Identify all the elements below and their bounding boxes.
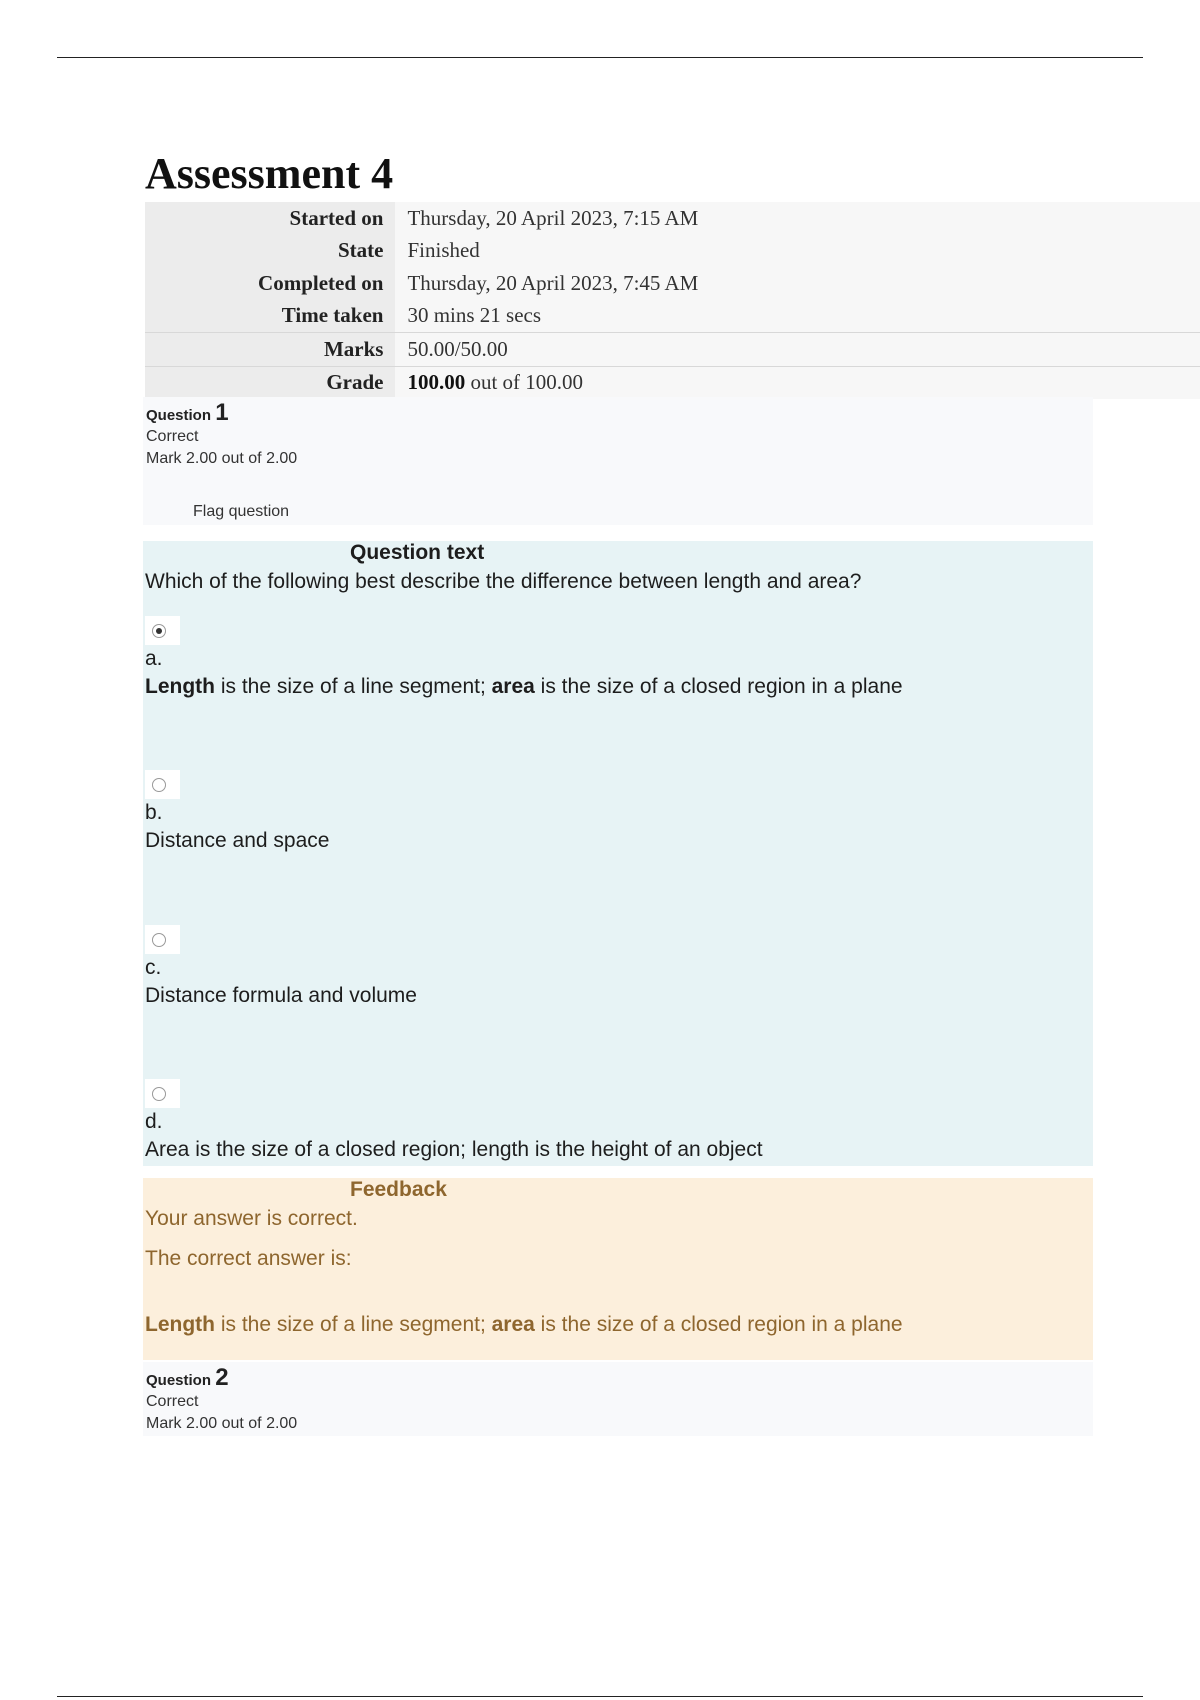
summary-label: Completed on	[145, 267, 395, 300]
summary-label: Marks	[145, 333, 395, 367]
answer-letter: b.	[145, 801, 163, 824]
question-1-feedback	[143, 1178, 1093, 1360]
radio-unselected-icon[interactable]	[152, 1087, 166, 1101]
summary-row-time-taken	[145, 300, 1200, 333]
question-text-heading: Question text	[350, 541, 485, 564]
flag-question-link[interactable]: Flag question	[193, 503, 290, 520]
summary-label: State	[145, 235, 395, 268]
radio-box[interactable]	[145, 770, 180, 799]
answer-text: Area is the size of a closed region; length is the height of an object	[145, 1138, 763, 1161]
question-number-value: 1	[215, 399, 229, 426]
summary-value: 30 mins 21 secs	[395, 300, 1200, 333]
summary-row-completed	[145, 267, 1200, 300]
feedback-text-part: is the size of a line segment;	[214, 1313, 492, 1336]
answer-letter: d.	[145, 1110, 163, 1133]
question-number-value: 2	[215, 1364, 229, 1391]
summary-label: Grade	[145, 366, 395, 399]
summary-row-grade	[145, 366, 1200, 399]
radio-box[interactable]	[145, 616, 180, 645]
radio-box[interactable]	[145, 1079, 180, 1108]
summary-label: Started on	[145, 202, 395, 235]
answer-text-part: Length	[145, 675, 215, 698]
question-mark: Mark 2.00 out of 2.00	[146, 450, 298, 467]
question-mark: Mark 2.00 out of 2.00	[146, 1415, 298, 1432]
summary-value	[395, 366, 1200, 399]
radio-box[interactable]	[145, 925, 180, 954]
page-title: Assessment 4	[145, 149, 394, 198]
radio-selected-icon[interactable]	[152, 624, 166, 638]
question-1-formulation	[143, 541, 1093, 1166]
radio-unselected-icon[interactable]	[152, 933, 166, 947]
attempt-summary-table	[145, 202, 1200, 399]
summary-value: Thursday, 20 April 2023, 7:45 AM	[395, 267, 1200, 300]
bottom-rule	[57, 1696, 1143, 1697]
question-number	[146, 1364, 229, 1392]
question-word: Question	[146, 1372, 212, 1389]
grade-value: 100.00	[407, 370, 466, 395]
question-text: Which of the following best describe the difference between length and area?	[145, 570, 862, 593]
summary-value: Thursday, 20 April 2023, 7:15 AM	[395, 202, 1200, 235]
answer-text: Distance formula and volume	[145, 984, 417, 1007]
question-state: Correct	[146, 1393, 199, 1410]
answer-text: Distance and space	[145, 829, 330, 852]
answer-text-part: is the size of a closed region in a plane	[534, 675, 903, 698]
summary-value: 50.00/50.00	[395, 333, 1200, 367]
radio-unselected-icon[interactable]	[152, 778, 166, 792]
answer-letter: c.	[145, 956, 162, 979]
summary-label: Time taken	[145, 300, 395, 333]
feedback-text-part: area	[491, 1313, 535, 1336]
question-1-info	[143, 397, 1093, 525]
summary-row-state	[145, 235, 1200, 268]
answer-text-part: is the size of a line segment;	[214, 675, 492, 698]
question-2-info	[143, 1362, 1093, 1436]
answer-text	[145, 675, 903, 699]
question-word: Question	[146, 407, 212, 424]
question-state: Correct	[146, 428, 199, 445]
grade-total: out of 100.00	[465, 370, 584, 395]
feedback-correct-answer	[145, 1313, 903, 1337]
summary-row-started	[145, 202, 1200, 235]
summary-value: Finished	[395, 235, 1200, 268]
summary-row-marks	[145, 333, 1200, 367]
feedback-heading: Feedback	[350, 1178, 447, 1201]
top-rule	[57, 57, 1143, 58]
feedback-result: Your answer is correct.	[145, 1207, 358, 1230]
feedback-text-part: Length	[145, 1313, 215, 1336]
feedback-text-part: is the size of a closed region in a plane	[534, 1313, 903, 1336]
feedback-correct-answer-label: The correct answer is:	[145, 1247, 352, 1270]
question-number	[146, 399, 229, 427]
answer-letter: a.	[145, 647, 163, 670]
answer-text-part: area	[491, 675, 535, 698]
